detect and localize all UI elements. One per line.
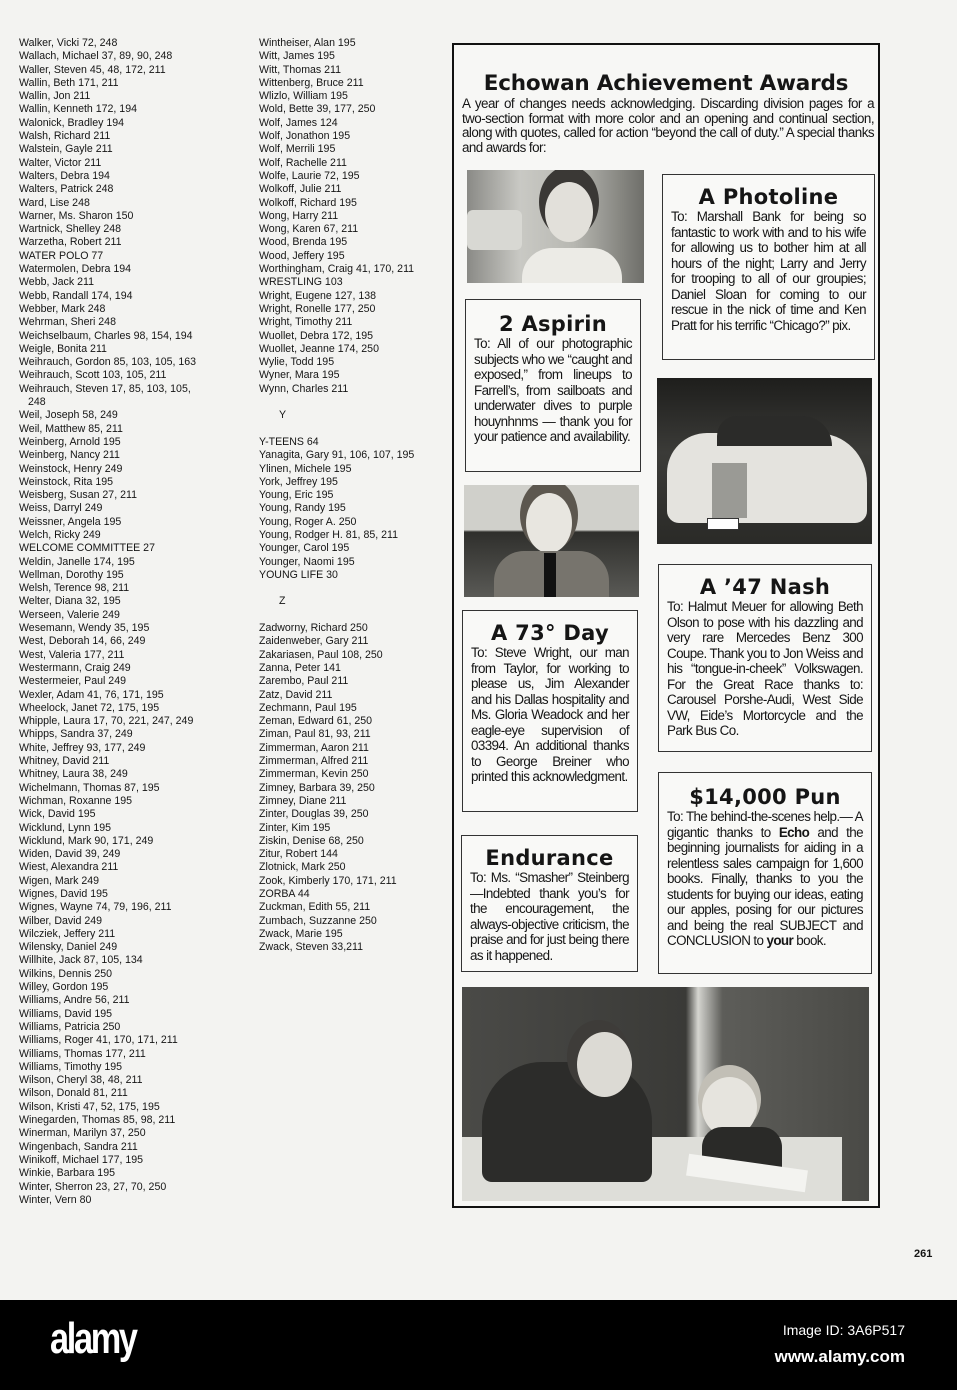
award-2-aspirin [465,299,641,472]
index-entry: Warner, Ms. Sharon 150 [19,209,134,222]
index-entry: Williams, David 195 [19,1007,113,1020]
index-entry: Weichselbaum, Charles 98, 154, 194 [19,329,193,342]
award-73-day [462,610,638,812]
index-entry: Weil, Matthew 85, 211 [19,422,123,435]
index-entry: Wallin, Jon 211 [19,90,91,103]
index-entry: Wyner, Mara 195 [259,369,340,382]
index-entry: Wilson, Donald 81, 211 [19,1087,128,1100]
index-entry: Westermann, Craig 249 [19,661,131,674]
index-spacer [259,423,414,436]
index-entry: Walters, Patrick 248 [19,183,114,196]
index-entry: Welter, Diana 32, 195 [19,595,121,608]
award-body [471,645,629,785]
index-entry: Westermeier, Paul 249 [19,675,126,688]
index-entry: Weiss, Darryl 249 [19,502,103,515]
index-entry: Worthingham, Craig 41, 170, 211 [259,263,415,276]
index-entry: Wolkoff, Julie 211 [259,183,342,196]
index-entry: Zimmerman, Alfred 211 [259,755,369,768]
index-entry: Witt, Thomas 211 [259,63,342,76]
index-entry: Ylinen, Michele 195 [259,462,352,475]
index-entry: Zinter, Douglas 39, 250 [259,808,369,821]
index-entry: Wartnick, Shelley 248 [19,223,122,236]
index-entry: Wilber, David 249 [19,914,103,927]
index-entry: Zatz, David 211 [259,688,333,701]
index-entry: Zook, Kimberly 170, 171, 211 [259,874,397,887]
index-entry: Wylie, Todd 195 [259,356,335,369]
index-entry: Williams, Patricia 250 [19,1020,121,1033]
index-entry: Wichelmann, Thomas 87, 195 [19,781,160,794]
watermark-image-id: Image ID: 3A6P517 [782,1322,905,1338]
index-entry: West, Deborah 14, 66, 249 [19,635,146,648]
index-entry: Williams, Timothy 195 [19,1060,123,1073]
index-entry: Wolf, Jonathon 195 [259,130,351,143]
index-entry: Webb, Jack 211 [19,276,94,289]
index-entry: Winkie, Barbara 195 [19,1167,115,1180]
index-entry: Wheelock, Janet 72, 175, 195 [19,701,160,714]
award-photoline [662,174,875,360]
award-body-text: and the beginning journalists for aiding in a relentless sales campaign for 1,600 books. Finally, thanks to you the students for buying our ideas, eating our apples, posing for our pictures and being the real SUBJECT and CONCLUSION to [667,824,863,948]
index-entry: Wolf, Merrili 195 [259,143,336,156]
index-entry: Wlizlo, William 195 [259,90,348,103]
index-entry: Wignes, David 195 [19,888,108,900]
index-entry: Yanagita, Gary 91, 106, 107, 195 [259,449,415,462]
index-entry: Winegarden, Thomas 85, 98, 211 [19,1114,176,1127]
index-entry: Young, Rodger H. 81, 85, 211 [259,528,399,541]
award-47-nash [658,564,872,752]
index-entry: Zumbach, Suzzanne 250 [259,914,377,927]
award-body [470,870,629,963]
photo-teacher-and-child [462,987,869,1201]
index-entry: Witt, James 195 [259,50,335,63]
index-entry: Zimmerman, Kevin 250 [259,768,369,781]
index-entry: Ziskin, Denise 68, 250 [259,834,364,847]
index-entry: Zaidenweber, Gary 211 [259,635,369,648]
index-entry: Weil, Joseph 58, 249 [19,409,118,422]
award-title: A ’47 Nash [699,575,831,599]
index-entry: Zeman, Edward 61, 250 [259,715,373,728]
index-entry: Werseen, Valerie 249 [19,608,120,621]
index-entry: Wexler, Adam 41, 76, 171, 195 [19,688,164,701]
index-entry: Welch, Ricky 249 [19,528,101,541]
index-entry: Webb, Randall 174, 194 [19,289,133,302]
index-entry: Walsh, Richard 211 [19,130,111,143]
index-entry: Weinstock, Henry 249 [19,462,123,475]
index-entry: Whipps, Sandra 37, 249 [19,728,133,741]
index-entry: Weihrauch, Gordon 85, 103, 105, 163 [19,356,197,369]
index-entry: Wesemann, Wendy 35, 195 [19,622,150,635]
index-entry: Walker, Vicki 72, 248 [19,37,118,49]
index-entry: Warzetha, Robert 211 [19,236,122,249]
award-body-emphasis: your [766,933,794,948]
award-body-text: To: All of our photographic subjects who we “caught and exposed,” from lineups to Farrell’s, from sailboats and underwater dives to purple houynhnms — thank you for your patience and availability. [474,336,632,444]
index-entry: West, Valeria 177, 211 [19,648,125,661]
index-entry: Young, Roger A. 250 [259,515,357,528]
index-entry: Weinberg, Nancy 211 [19,449,120,462]
index-entry: Weihrauch, Steven 17, 85, 103, 105, 248 [19,382,191,409]
index-entry: Willhite, Jack 87, 105, 134 [19,954,143,967]
award-title: 2 Aspirin [498,312,608,336]
awards-panel [452,43,880,1208]
index-entry: Zimney, Diane 211 [259,794,347,807]
index-entry: Zitur, Robert 144 [259,848,338,861]
index-entry: Wuollet, Jeanne 174, 250 [259,342,379,355]
page-number: 261 [914,1248,933,1260]
index-entry: Wuollet, Debra 172, 195 [259,329,374,342]
index-entry: Wicklund, Mark 90, 171, 249 [19,834,154,847]
award-title: A 73° Day [491,621,609,645]
award-endurance [461,835,638,972]
index-entry: Wong, Harry 211 [259,209,339,222]
index-entry: Welsh, Terence 98, 211 [19,582,130,595]
index-entry: Wynn, Charles 211 [259,382,349,395]
index-entry: Weinberg, Arnold 195 [19,435,121,448]
index-entry: Willey, Gordon 195 [19,981,109,994]
index-entry: Weisberg, Susan 27, 211 [19,489,137,502]
award-body [474,336,632,445]
index-entry: Wiest, Alexandra 211 [19,861,119,874]
awards-title: Echowan Achievement Awards [483,71,849,96]
index-entry: Wood, Jeffery 195 [259,249,345,262]
index-entry: Young, Randy 195 [259,502,346,515]
index-entry: Wigen, Mark 249 [19,874,100,887]
index-entry: Wallin, Beth 171, 211 [19,76,119,89]
award-body [671,209,866,333]
index-entry: Weihrauch, Scott 103, 105, 211 [19,369,167,382]
index-entry: Wehrman, Sheri 248 [19,316,116,329]
index-entry: Zakariasen, Paul 108, 250 [259,648,383,661]
awards-intro: A year of changes needs acknowledging. Discarding division pages for a two-section format with more color and an opening and continual section, along with quotes, called for action “beyond the call of duty.” A special thanks and awards for: [462,96,874,155]
index-entry: Walonick, Bradley 194 [19,116,125,129]
award-body-text: To: The behind-the-scenes help.— A gigantic thanks to [667,809,863,840]
index-entry: Walters, Debra 194 [19,169,110,182]
index-entry: Winter, Sherron 23, 27, 70, 250 [19,1180,167,1193]
index-entry: Wilkins, Dennis 250 [19,967,113,980]
index-entry: Wright, Timothy 211 [259,316,353,329]
index-entry: Wong, Karen 67, 211 [259,223,359,236]
index-entry: Wolfe, Laurie 72, 195 [259,169,360,182]
index-entry: Williams, Roger 41, 170, 171, 211 [19,1034,178,1047]
award-title: A Photoline [698,185,839,209]
index-entry: Wittenberg, Bruce 211 [259,76,364,89]
index-entry: Whitney, Laura 38, 249 [19,768,128,781]
index-entry: Winerman, Marilyn 37, 250 [19,1127,146,1140]
index-entry: Watermolen, Debra 194 [19,263,132,276]
index-entry: Young, Eric 195 [259,489,334,502]
index-entry: Wallach, Michael 37, 89, 90, 248 [19,50,173,63]
award-body [667,599,863,739]
index-entry: Younger, Carol 195 [259,542,350,555]
index-entry: ZORBA 44 [259,888,310,900]
index-entry: Weldin, Janelle 174, 195 [19,555,135,568]
index-entry: Wilensky, Daniel 249 [19,941,118,954]
index-entry: Ziman, Paul 81, 93, 211 [259,728,371,741]
index-entry: Winter, Vern 80 [19,1193,92,1206]
index-entry: Zlotnick, Mark 250 [259,861,346,874]
index-entry: Zechmann, Paul 195 [259,701,357,714]
index-entry: Zuckman, Edith 55, 211 [259,901,371,914]
index-entry: Zarembo, Paul 211 [259,675,349,688]
index-entry: Williams, Andre 56, 211 [19,994,130,1007]
index-entry: Wichman, Roxanne 195 [19,794,133,807]
index-entry: Wright, Eugene 127, 138 [259,289,377,302]
index-entry: Walstein, Gayle 211 [19,143,113,156]
index-entry: Y-TEENS 64 [259,435,319,448]
index-spacer [259,582,414,595]
index-entry: Zimmerman, Aaron 211 [259,741,369,754]
index-entry: Wright, Ronelle 177, 250 [259,302,376,315]
watermark-logo: alamy [50,1314,136,1363]
index-letter-heading: Y [279,409,287,422]
index-entry: Weissner, Angela 195 [19,515,122,528]
award-body-text: To: Halmut Meuer for allowing Beth Olson to pose with his dazzling and very rare Mercedes Benz 300 Coupe. Thank you to Jon Weiss and his “tongue-in-cheek” Volkswagen. For the Great Race thanks to: Carousel Porshe-Audi, West Side VW, Eide’s Mortorcycle and the Park Bus Co. [667,599,863,738]
award-title: Endurance [485,846,614,870]
index-entry: YOUNG LIFE 30 [259,568,338,581]
index-entry: Ward, Lise 248 [19,196,90,209]
index-entry: Wilson, Kristi 47, 52, 175, 195 [19,1100,160,1113]
index-column-1 [19,37,196,1207]
index-entry: York, Jeffrey 195 [259,475,338,488]
index-entry: Wolkoff, Richard 195 [259,196,357,209]
award-body-text: To: Marshall Bank for being so fantastic to work with and to his wife for allowing us to bother him at all hours of the night; Larry and Jerry for trooping to all of our groupies; Daniel Sloan for coming to our rescue in the nick of time and Ken Pratt for his terrific “Chicago?” pix. [671,209,866,333]
award-body [667,809,863,949]
index-entry: Zanna, Peter 141 [259,661,341,674]
index-entry: Wilcziek, Jeffery 211 [19,927,116,940]
watermark-bar [0,1300,957,1390]
award-body-text: To: Ms. “Smasher” Steinberg—Indebted thank you’s for the encouragement, the always-objective criticism, the praise and for just being there as it happened. [470,870,629,963]
index-entry: Wolf, James 124 [259,116,338,129]
index-entry: Wingenbach, Sandra 211 [19,1140,138,1153]
index-entry: Wignes, Wayne 74, 79, 196, 211 [19,901,172,914]
index-entry: Waller, Steven 45, 48, 172, 211 [19,63,166,76]
award-body-text: To: Steve Wright, our man from Taylor, for working to please us, Jim Alexander and his Dallas hospitality and Ms. Gloria Weadock and her eagle-eye supervision of 03394. An additional thanks to George Breiner who printed this acknowledgment. [471,645,629,784]
photo-man-with-camera [467,170,644,283]
index-entry: Whitney, David 211 [19,755,110,768]
index-entry: Webber, Mark 248 [19,302,106,315]
index-column-2 [259,37,414,954]
award-title: $14,000 Pun [689,785,841,809]
index-entry: Wicklund, Lynn 195 [19,821,112,834]
index-entry: Walter, Victor 211 [19,156,102,169]
index-entry: WATER POLO 77 [19,249,104,262]
index-entry: Zadworny, Richard 250 [259,622,368,635]
index-entry: WELCOME COMMITTEE 27 [19,542,155,555]
index-letter-heading: Z [279,595,286,608]
photo-man-in-suit [464,485,639,597]
index-entry: Wood, Brenda 195 [259,236,348,249]
index-entry: WRESTLING 103 [259,276,343,289]
index-entry: Wick, David 195 [19,808,96,821]
photo-mercedes-car [657,378,872,544]
award-14000-pun [658,772,872,974]
index-entry: Weinstock, Rita 195 [19,475,114,488]
award-body-text: book. [793,933,827,948]
watermark-url: www.alamy.com [774,1347,905,1366]
index-entry: White, Jeffrey 93, 177, 249 [19,741,146,754]
index-entry: Wellman, Dorothy 195 [19,568,124,581]
index-entry: Zimney, Barbara 39, 250 [259,781,375,794]
index-entry: Younger, Naomi 195 [259,555,355,568]
index-entry: Wallin, Kenneth 172, 194 [19,103,137,116]
index-entry: Weigle, Bonita 211 [19,342,107,355]
index-entry: Whipple, Laura 17, 70, 221, 247, 249 [19,715,194,728]
index-entry: Wold, Bette 39, 177, 250 [259,103,376,116]
index-spacer [259,396,414,409]
index-entry: Zinter, Kim 195 [259,821,331,834]
award-body-emphasis: Echo [778,824,810,840]
index-entry: Wolf, Rachelle 211 [259,156,347,169]
index-spacer [259,609,414,622]
index-entry: Zwack, Steven 33,211 [259,941,364,954]
index-entry: Zwack, Marie 195 [259,927,343,940]
index-entry: Winikoff, Michael 177, 195 [19,1153,144,1166]
index-entry: Williams, Thomas 177, 211 [19,1047,146,1060]
index-entry: Widen, David 39, 249 [19,848,121,861]
index-entry: Wilson, Cheryl 38, 48, 211 [19,1074,143,1087]
index-entry: Wintheiser, Alan 195 [259,37,356,49]
